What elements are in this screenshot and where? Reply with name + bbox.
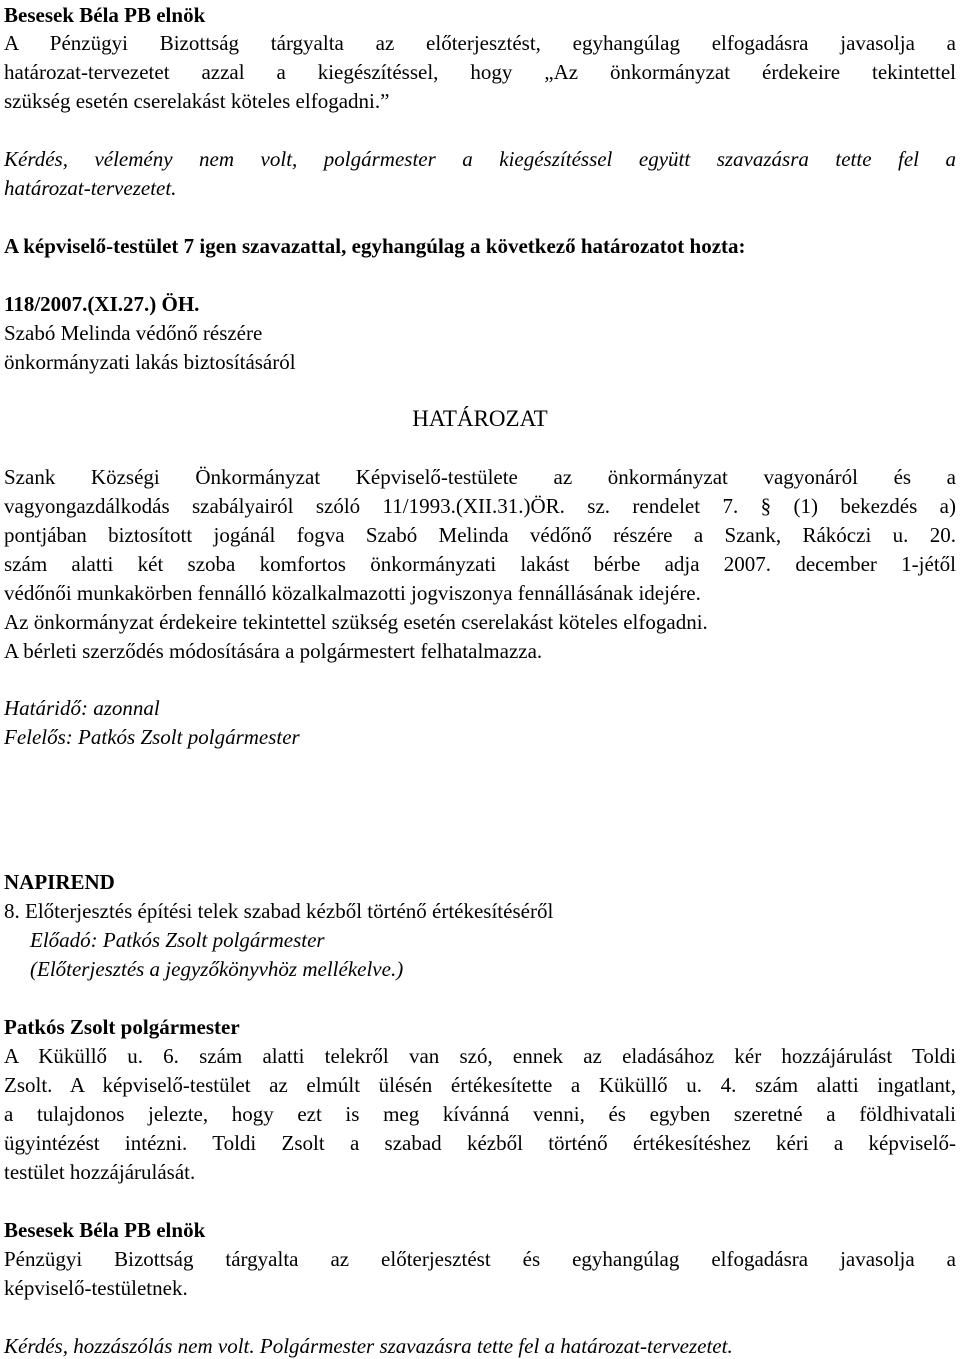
speaker-name: Patkós Zsolt polgármester [4,1015,240,1039]
paragraph-line: a tulajdonos jelezte, hogy ezt is meg kívánná venni, és egyben szeretné a földhivatali [4,1102,956,1126]
paragraph-line: testület hozzájárulását. [4,1160,196,1184]
resolution-line: A bérleti szerződés módosítására a polgármestert felhatalmazza. [4,639,543,663]
resolution-line: vagyongazdálkodás szabályairól szóló 11/1993.(XII.31.)ÖR. sz. rendelet 7. § (1) bekezdés a) [4,494,956,518]
resolution-subject: Szabó Melinda védőnő részére [4,321,263,345]
paragraph-line: képviselő-testületnek. [4,1276,188,1300]
paragraph-line: Zsolt. A képviselő-testület az elmúlt ülésén értékesítette a Küküllő u. 4. szám alatti ingatlant, [4,1073,956,1097]
paragraph-line: Pénzügyi Bizottság tárgyalta az előterjesztést és egyhangúlag elfogadásra javasolja a [4,1247,956,1271]
resolution-line: Az önkormányzat érdekeire tekintettel szükség esetén cserelakást köteles elfogadni. [4,610,708,634]
paragraph-line: határozat-tervezetet azzal a kiegészítéssel, hogy „Az önkormányzat érdekeire tekintettel [4,60,956,84]
speaker-name: Besesek Béla PB elnök [4,3,206,27]
resolution-line: Szank Községi Önkormányzat Képviselő-testülete az önkormányzat vagyonáról és a [4,465,956,489]
paragraph-line: A Küküllő u. 6. szám alatti telekről van szó, ennek az eladásához kér hozzájárulást Toldi [4,1044,956,1068]
resolution-subject: önkormányzati lakás biztosításáról [4,350,296,374]
agenda-item: 8. Előterjesztés építési telek szabad kézből történő értékesítéséről [4,899,554,923]
paragraph-line: ügyintézést intézni. Toldi Zsolt a szabad kézből történő értékesítéshez kéri a képviselő- [4,1131,956,1155]
vote-statement: A képviselő-testület 7 igen szavazattal, egyhangúlag a következő határozatot hozta: [4,234,746,258]
resolution-line: pontjában biztosított jogánál fogva Szabó Melinda védőnő részére a Szank, Rákóczi u. 20. [4,523,956,547]
question-line: határozat-tervezetet. [4,176,177,200]
agenda-attachment-note: (Előterjesztés a jegyzőkönyvhöz mellékelve.) [30,957,404,981]
speaker-name: Besesek Béla PB elnök [4,1218,206,1242]
deadline: Határidő: azonnal [4,696,160,720]
responsible-person: Felelős: Patkós Zsolt polgármester [4,725,300,749]
agenda-heading: NAPIREND [4,870,115,894]
resolution-number: 118/2007.(XI.27.) ÖH. [4,292,200,316]
paragraph-line: szükség esetén cserelakást köteles elfogadni.” [4,89,390,113]
resolution-line: védőnői munkakörben fennálló közalkalmazotti jogviszonya fennállásának idejére. [4,581,701,605]
question-line: Kérdés, hozzászólás nem volt. Polgármester szavazásra tette fel a határozat-tervezetet. [4,1334,733,1358]
agenda-presenter: Előadó: Patkós Zsolt polgármester [30,928,325,952]
resolution-line: szám alatti két szoba komfortos önkormányzati lakást bérbe adja 2007. december 1-jétől [4,552,956,576]
paragraph-line: A Pénzügyi Bizottság tárgyalta az előterjesztést, egyhangúlag elfogadásra javasolja a [4,31,956,55]
resolution-heading: HATÁROZAT [412,406,548,431]
question-line: Kérdés, vélemény nem volt, polgármester a kiegészítéssel együtt szavazásra tette fel a [4,147,956,171]
